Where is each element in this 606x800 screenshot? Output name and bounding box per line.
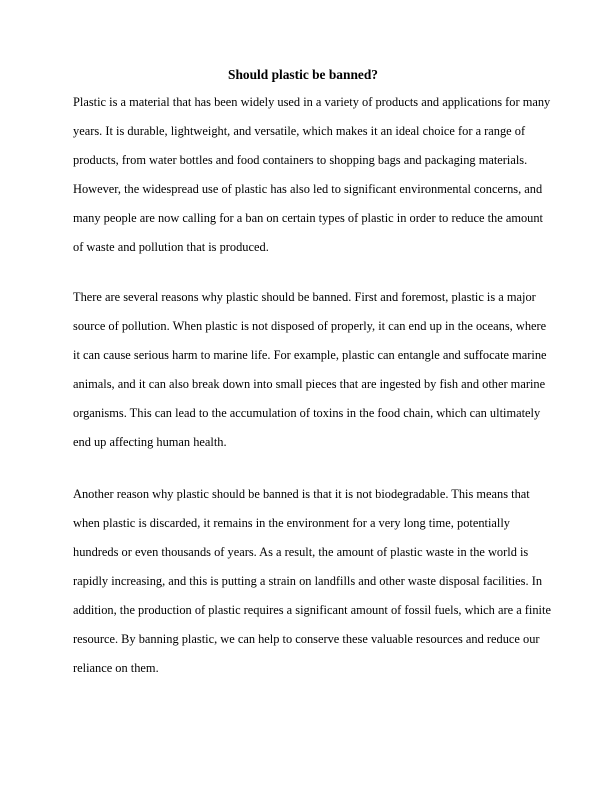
paragraph-line: end up affecting human health. — [73, 435, 227, 449]
paragraph-line: many people are now calling for a ban on certain types of plastic in order to reduce the amount — [73, 211, 543, 225]
paragraph-line: rapidly increasing, and this is putting a strain on landfills and other waste disposal facilities. In — [73, 574, 543, 588]
paragraph-line: animals, and it can also break down into small pieces that are ingested by fish and other marine — [73, 377, 546, 391]
paragraph-2 — [73, 283, 545, 457]
paragraph-line: resource. By banning plastic, we can help to conserve these valuable resources and reduce our — [73, 632, 540, 646]
paragraph-line: it can cause serious harm to marine life. For example, plastic can entangle and suffocate marine — [73, 348, 547, 362]
document-title: Should plastic be banned? — [228, 67, 378, 82]
paragraph-line: source of pollution. When plastic is not disposed of properly, it can end up in the oceans, where — [73, 319, 547, 333]
paragraph-line: addition, the production of plastic requires a significant amount of fossil fuels, which are a finite — [73, 603, 551, 617]
paragraph-3 — [73, 480, 551, 683]
paragraph-line: There are several reasons why plastic should be banned. First and foremost, plastic is a major — [73, 290, 536, 304]
paragraph-line: when plastic is discarded, it remains in the environment for a very long time, potentially — [73, 516, 510, 530]
paragraph-line: Another reason why plastic should be banned is that it is not biodegradable. This means that — [73, 487, 530, 501]
paragraph-line: Plastic is a material that has been widely used in a variety of products and applications for many — [73, 95, 551, 109]
paragraph-line: years. It is durable, lightweight, and versatile, which makes it an ideal choice for a range of — [73, 124, 526, 138]
paragraph-line: hundreds or even thousands of years. As a result, the amount of plastic waste in the world is — [73, 545, 529, 559]
paragraph-line: of waste and pollution that is produced. — [73, 240, 269, 254]
paragraph-1 — [73, 88, 551, 262]
paragraph-line: However, the widespread use of plastic has also led to significant environmental concerns, and — [73, 182, 543, 196]
paragraph-line: reliance on them. — [73, 661, 159, 675]
paragraph-line: organisms. This can lead to the accumulation of toxins in the food chain, which can ultimately — [73, 406, 541, 420]
paragraph-line: products, from water bottles and food containers to shopping bags and packaging materials. — [73, 153, 528, 167]
